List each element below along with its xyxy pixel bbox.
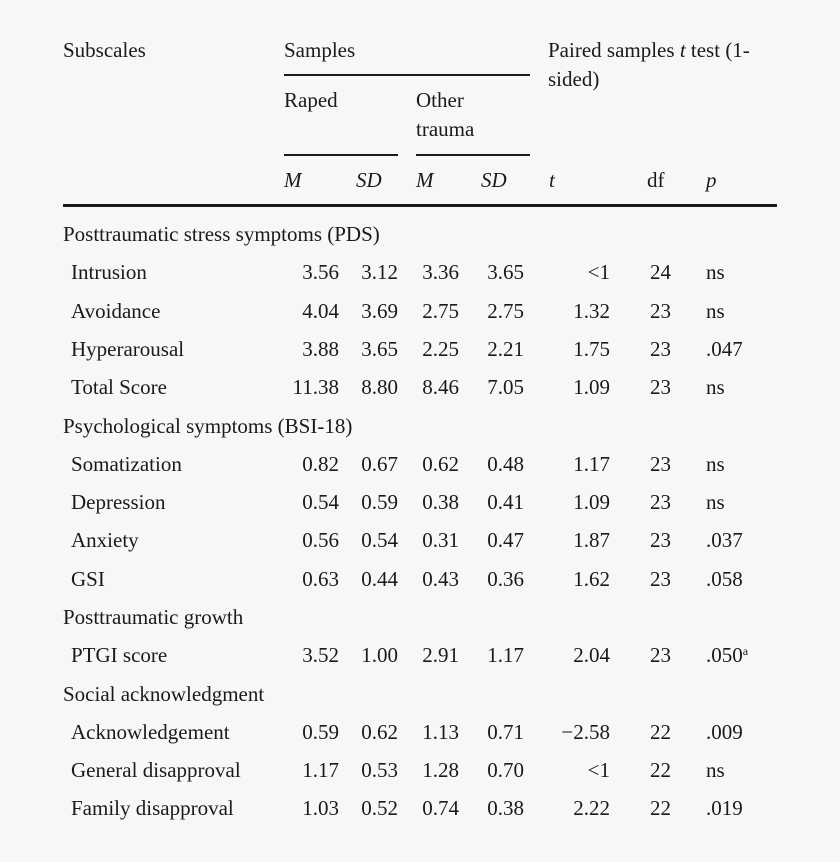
cell-sd1: 0.54 — [361, 528, 398, 552]
cell-sd1: 3.69 — [361, 299, 398, 323]
cell-m2: 0.62 — [422, 452, 459, 476]
header-ttest-b: test (1- — [685, 38, 750, 62]
cell-sd2: 0.41 — [487, 490, 524, 514]
row-label: Hyperarousal — [71, 337, 185, 361]
cell-sd2: 3.65 — [487, 260, 524, 284]
raped-rule — [284, 154, 398, 156]
row-label: Family disapproval — [71, 796, 234, 820]
cell-m2: 1.28 — [422, 758, 459, 782]
cell-sd1: 8.80 — [361, 375, 398, 399]
cell-p-value: ns — [706, 452, 725, 476]
header-ttest-t: t — [679, 38, 686, 62]
row-label: PTGI score — [71, 643, 168, 667]
cell-m1: 0.56 — [302, 528, 339, 552]
cell-df: 23 — [650, 299, 671, 323]
header-m1: M — [284, 168, 302, 192]
cell-p-value: ns — [706, 260, 725, 284]
cell-t: 1.75 — [573, 337, 610, 361]
cell-t: −2.58 — [561, 720, 610, 744]
row-label: GSI — [71, 567, 105, 591]
cell-p-value: .047 — [706, 337, 743, 361]
cell-t: <1 — [587, 260, 610, 284]
cell-sd1: 0.67 — [361, 452, 398, 476]
header-subscales: Subscales — [63, 38, 146, 62]
row-label: Anxiety — [71, 528, 139, 552]
cell-sd1: 1.00 — [361, 643, 398, 667]
cell-sd2: 2.75 — [487, 299, 524, 323]
cell-sd2: 0.71 — [487, 720, 524, 744]
cell-m2: 8.46 — [422, 375, 459, 399]
cell-m2: 0.31 — [422, 528, 459, 552]
cell-sd2: 1.17 — [487, 643, 524, 667]
cell-m1: 0.63 — [302, 567, 339, 591]
cell-p-value: .009 — [706, 720, 743, 744]
cell-df: 23 — [650, 337, 671, 361]
cell-m1: 1.17 — [302, 758, 339, 782]
cell-df: 23 — [650, 528, 671, 552]
header-t: t — [549, 168, 555, 192]
cell-p-value: ns — [706, 490, 725, 514]
cell-sd1: 3.12 — [361, 260, 398, 284]
row-label: Somatization — [71, 452, 182, 476]
cell-df: 24 — [650, 260, 671, 284]
cell-df: 23 — [650, 490, 671, 514]
header-m2: M — [416, 168, 434, 192]
row-label: Acknowledgement — [71, 720, 230, 744]
cell-m1: 0.54 — [302, 490, 339, 514]
cell-t: 1.09 — [573, 490, 610, 514]
cell-sd2: 0.70 — [487, 758, 524, 782]
row-label: Avoidance — [71, 299, 161, 323]
section-title: Posttraumatic stress symptoms (PDS) — [63, 222, 380, 246]
cell-p — [706, 452, 725, 476]
cell-m2: 0.38 — [422, 490, 459, 514]
cell-p-value: ns — [706, 299, 725, 323]
cell-sd2: 2.21 — [487, 337, 524, 361]
cell-m1: 3.88 — [302, 337, 339, 361]
cell-m2: 2.75 — [422, 299, 459, 323]
cell-p-value: .019 — [706, 796, 743, 820]
header-samples: Samples — [284, 38, 356, 62]
cell-t: 2.22 — [573, 796, 610, 820]
cell-t: 1.87 — [573, 528, 610, 552]
cell-df: 22 — [650, 796, 671, 820]
cell-p-value: .058 — [706, 567, 743, 591]
cell-m1: 4.04 — [302, 299, 339, 323]
row-label: Intrusion — [71, 260, 147, 284]
section-title: Social acknowledgment — [63, 682, 265, 706]
cell-sd1: 0.62 — [361, 720, 398, 744]
cell-sd1: 0.59 — [361, 490, 398, 514]
other-rule — [416, 154, 530, 156]
cell-df: 23 — [650, 452, 671, 476]
cell-sd1: 0.44 — [361, 567, 398, 591]
cell-df: 22 — [650, 758, 671, 782]
cell-p-value: .037 — [706, 528, 743, 552]
cell-p — [706, 299, 725, 323]
header-other-1: Other — [416, 88, 464, 112]
cell-p — [706, 528, 743, 552]
cell-p — [706, 490, 725, 514]
header-df: df — [647, 168, 665, 192]
cell-p-value: .050 — [706, 643, 743, 667]
cell-t: <1 — [587, 758, 610, 782]
section-title: Posttraumatic growth — [63, 605, 244, 629]
row-label: General disapproval — [71, 758, 241, 782]
cell-sd1: 0.52 — [361, 796, 398, 820]
cell-m1: 0.82 — [302, 452, 339, 476]
cell-m1: 11.38 — [292, 375, 339, 399]
cell-df: 23 — [650, 643, 671, 667]
cell-sd2: 0.48 — [487, 452, 524, 476]
cell-p — [706, 337, 743, 361]
cell-m1: 0.59 — [302, 720, 339, 744]
cell-t: 2.04 — [573, 643, 610, 667]
cell-m1: 3.56 — [302, 260, 339, 284]
cell-p — [706, 720, 743, 744]
cell-p-value: ns — [706, 758, 725, 782]
cell-t: 1.17 — [573, 452, 610, 476]
cell-sd2: 0.47 — [487, 528, 524, 552]
cell-p — [706, 567, 743, 591]
cell-df: 23 — [650, 375, 671, 399]
cell-df: 23 — [650, 567, 671, 591]
cell-m2: 0.43 — [422, 567, 459, 591]
cell-sd2: 0.38 — [487, 796, 524, 820]
cell-p-value: ns — [706, 375, 725, 399]
cell-p — [706, 260, 725, 284]
cell-p-footnote: a — [742, 644, 749, 658]
samples-rule — [284, 74, 530, 76]
cell-m1: 3.52 — [302, 643, 339, 667]
header-bottom-rule — [63, 204, 777, 207]
header-ttest-sided: sided) — [548, 67, 600, 91]
header-p: p — [706, 168, 717, 192]
header-other-2: trauma — [416, 117, 475, 141]
cell-t: 1.32 — [573, 299, 610, 323]
cell-m2: 1.13 — [422, 720, 459, 744]
cell-df: 22 — [650, 720, 671, 744]
cell-m2: 2.91 — [422, 643, 459, 667]
cell-p — [706, 643, 748, 667]
header-sd2: SD — [481, 168, 507, 192]
row-label: Total Score — [71, 375, 167, 399]
cell-sd1: 3.65 — [361, 337, 398, 361]
section-title: Psychological symptoms (BSI-18) — [63, 414, 353, 438]
cell-p — [706, 375, 725, 399]
cell-t: 1.62 — [573, 567, 610, 591]
row-label: Depression — [71, 490, 166, 514]
cell-p — [706, 758, 725, 782]
cell-m2: 0.74 — [422, 796, 459, 820]
cell-p — [706, 796, 743, 820]
cell-m2: 3.36 — [422, 260, 459, 284]
cell-sd2: 0.36 — [487, 567, 524, 591]
header-ttest-a: Paired samples — [548, 38, 680, 62]
cell-m1: 1.03 — [302, 796, 339, 820]
cell-sd1: 0.53 — [361, 758, 398, 782]
header-sd1: SD — [356, 168, 382, 192]
cell-m2: 2.25 — [422, 337, 459, 361]
header-ttest — [548, 38, 750, 62]
cell-t: 1.09 — [573, 375, 610, 399]
cell-sd2: 7.05 — [487, 375, 524, 399]
header-raped: Raped — [284, 88, 338, 112]
